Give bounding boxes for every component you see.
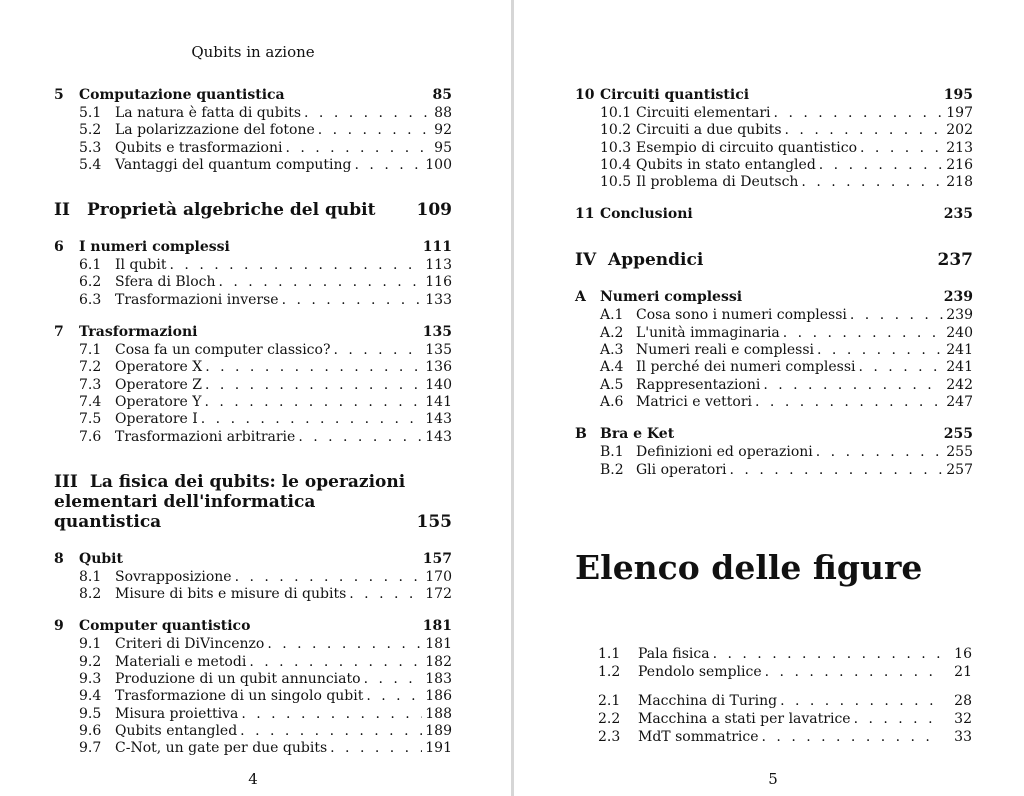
section-number: 6.2 xyxy=(79,274,102,291)
figure-number: 2.1 xyxy=(598,693,621,709)
figure-title: Macchina di Turing xyxy=(638,693,778,709)
figure-number: 2.3 xyxy=(598,729,621,745)
page-number-right: 5 xyxy=(768,770,778,788)
section-page: 181 xyxy=(425,636,452,653)
part-page: 237 xyxy=(937,250,973,271)
section-number: A.3 xyxy=(600,342,624,359)
figure-number: 2.2 xyxy=(598,711,621,727)
chapter-number: 5 xyxy=(54,87,64,103)
dot-leader xyxy=(304,105,431,122)
section-title: Misure di bits e misure di qubits xyxy=(115,586,347,603)
section-page: 136 xyxy=(425,359,452,376)
dot-leader xyxy=(219,274,423,291)
section-title: Trasformazioni inverse xyxy=(115,291,279,308)
dot-leader xyxy=(755,394,943,411)
section-page: 240 xyxy=(946,324,973,341)
section-page: 241 xyxy=(946,359,973,376)
section-title: Operatore Y xyxy=(115,393,202,410)
dot-leader xyxy=(780,692,941,710)
section-page: 197 xyxy=(946,105,973,121)
section-number: 5.2 xyxy=(79,122,102,139)
section-page: 241 xyxy=(946,342,973,359)
toc-entry xyxy=(54,586,452,603)
section-number: B.1 xyxy=(600,444,624,461)
chapter-page: 157 xyxy=(422,550,452,567)
section-page: 239 xyxy=(946,307,973,324)
toc-entry xyxy=(54,157,452,174)
chapter-page: 135 xyxy=(422,324,452,341)
figure-title: Pendolo semplice xyxy=(638,664,762,680)
toc-chapter xyxy=(575,205,973,224)
section-number: 6.1 xyxy=(79,257,102,274)
dot-leader xyxy=(205,377,422,394)
dot-leader xyxy=(249,654,422,671)
section-title: Circuiti a due qubits xyxy=(636,122,782,139)
chapter-number: 9 xyxy=(54,618,64,635)
section-title: Misura proiettiva xyxy=(115,705,239,722)
section-page: 92 xyxy=(434,122,452,139)
figure-group xyxy=(598,692,972,746)
toc-entry xyxy=(54,274,452,291)
left-toc xyxy=(54,86,452,772)
section-page: 113 xyxy=(425,257,452,274)
section-number: 9.2 xyxy=(79,653,102,670)
toc-entry xyxy=(54,636,452,653)
dot-leader xyxy=(170,257,423,274)
figure-page: 33 xyxy=(954,729,972,745)
section-page: 88 xyxy=(434,105,452,121)
section-title: Rappresentazioni xyxy=(636,376,761,393)
section-number: 8.1 xyxy=(79,568,102,585)
dot-leader xyxy=(783,325,943,342)
page-number-left: 4 xyxy=(248,770,258,788)
section-title: Operatore I xyxy=(115,411,198,428)
section-title: Il problema di Deutsch xyxy=(636,174,799,191)
toc-entry xyxy=(575,377,973,394)
dot-leader xyxy=(785,122,944,139)
chapter-number: 6 xyxy=(54,239,64,256)
figure-page: 28 xyxy=(954,693,972,709)
toc-entry xyxy=(575,325,973,342)
toc-chapter-heading xyxy=(575,86,973,105)
figure-page: 16 xyxy=(954,646,972,662)
dot-leader xyxy=(801,174,943,191)
figure-group xyxy=(598,645,972,681)
section-number: 7.5 xyxy=(79,411,102,428)
toc-part-heading xyxy=(575,250,973,270)
dot-leader xyxy=(816,444,944,461)
part-page: 109 xyxy=(416,200,452,221)
section-title: Gli operatori xyxy=(636,461,727,478)
section-page: 143 xyxy=(425,428,452,445)
toc-chapter xyxy=(54,86,452,174)
toc-entry xyxy=(54,292,452,309)
dot-leader xyxy=(240,723,422,740)
section-title: Materiali e metodi xyxy=(115,653,247,670)
chapter-page: 235 xyxy=(943,206,973,223)
toc-chapter-heading xyxy=(575,425,973,444)
section-page: 116 xyxy=(425,274,452,291)
section-page: 247 xyxy=(946,393,973,410)
section-page: 141 xyxy=(425,393,452,410)
section-page: 213 xyxy=(946,139,973,156)
figures-list-title: Elenco delle figure xyxy=(575,548,923,587)
dot-leader xyxy=(205,359,422,376)
chapter-title: I numeri complessi xyxy=(79,239,230,256)
dot-leader xyxy=(366,688,422,705)
section-title: Esempio di circuito quantistico xyxy=(636,139,858,156)
toc-entry xyxy=(54,654,452,671)
chapter-title: Bra e Ket xyxy=(600,426,675,443)
section-page: 133 xyxy=(425,291,452,308)
section-number: 9.3 xyxy=(79,671,102,688)
toc-entry xyxy=(575,157,973,174)
dot-leader xyxy=(298,429,422,446)
toc-entry xyxy=(54,377,452,394)
toc-entry xyxy=(54,671,452,688)
dot-leader xyxy=(318,122,431,139)
section-number: 7.4 xyxy=(79,393,102,410)
section-number: 9.1 xyxy=(79,636,102,653)
dot-leader xyxy=(201,411,422,428)
toc-entry xyxy=(54,140,452,157)
chapter-title: Computazione quantistica xyxy=(79,87,285,103)
section-page: 143 xyxy=(425,411,452,428)
section-title: La polarizzazione del fotone xyxy=(115,122,315,139)
toc-chapter-heading xyxy=(54,86,452,105)
section-number: A.4 xyxy=(600,359,624,376)
section-page: 95 xyxy=(434,139,452,156)
section-title: Il qubit xyxy=(115,257,167,274)
dot-leader xyxy=(854,710,941,728)
section-title: Sovrapposizione xyxy=(115,568,232,585)
toc-chapter xyxy=(575,86,973,191)
chapter-number: A xyxy=(575,289,586,306)
section-number: 9.7 xyxy=(79,740,102,757)
toc-part-heading xyxy=(54,200,452,220)
section-number: 7.6 xyxy=(79,428,102,445)
section-number: 10.3 xyxy=(600,139,632,156)
dot-leader xyxy=(765,663,941,681)
section-page: 140 xyxy=(425,376,452,393)
section-title: Cosa fa un computer classico? xyxy=(115,342,331,359)
section-title: Qubits e trasformazioni xyxy=(115,139,283,156)
toc-entry xyxy=(54,411,452,428)
section-number: 7.2 xyxy=(79,359,102,376)
section-number: 9.5 xyxy=(79,705,102,722)
toc-entry xyxy=(575,307,973,324)
toc-chapter-heading xyxy=(54,617,452,636)
section-page: 183 xyxy=(425,671,452,688)
dot-leader xyxy=(241,706,422,723)
dot-leader xyxy=(860,140,943,157)
figure-entry xyxy=(598,692,972,710)
chapter-title: Circuiti quantistici xyxy=(600,87,750,103)
section-page: 218 xyxy=(946,174,973,191)
section-page: 255 xyxy=(946,444,973,461)
chapter-title: Numeri complessi xyxy=(600,289,743,306)
section-page: 135 xyxy=(425,342,452,359)
section-number: 9.6 xyxy=(79,722,102,739)
section-page: 170 xyxy=(425,568,452,585)
section-title: Qubits in stato entangled xyxy=(636,156,816,173)
part-number: IV xyxy=(575,250,597,271)
section-title: Definizioni ed operazioni xyxy=(636,444,813,461)
section-page: 188 xyxy=(425,705,452,722)
toc-part-heading xyxy=(54,472,452,532)
section-number: 7.1 xyxy=(79,342,102,359)
chapter-title: Computer quantistico xyxy=(79,618,251,635)
section-number: 9.4 xyxy=(79,688,102,705)
chapter-number: 8 xyxy=(54,550,64,567)
section-title: Operatore X xyxy=(115,359,203,376)
dot-leader xyxy=(205,394,423,411)
section-number: 5.3 xyxy=(79,139,102,156)
dot-leader xyxy=(859,359,944,376)
section-number: A.1 xyxy=(600,307,624,324)
chapter-number: 7 xyxy=(54,324,64,341)
toc-chapter-heading xyxy=(54,238,452,257)
section-number: 10.5 xyxy=(600,174,632,191)
toc-entry xyxy=(54,688,452,705)
part-title: Appendici xyxy=(608,250,704,271)
toc-chapter-heading xyxy=(54,550,452,569)
section-page: 172 xyxy=(425,586,452,603)
chapter-number: B xyxy=(575,426,587,443)
section-title: C-Not, un gate per due qubits xyxy=(115,740,328,757)
toc-entry xyxy=(575,105,973,122)
dot-leader xyxy=(285,140,431,157)
toc-entry xyxy=(54,122,452,139)
figure-entry xyxy=(598,645,972,663)
dot-leader xyxy=(282,292,423,309)
toc-entry xyxy=(54,394,452,411)
dot-leader xyxy=(355,157,423,174)
section-number: 10.1 xyxy=(600,105,632,121)
toc-chapter-heading xyxy=(575,205,973,224)
section-title: Vantaggi del quantum computing xyxy=(115,156,352,173)
toc-entry xyxy=(54,569,452,586)
figure-number: 1.2 xyxy=(598,664,621,680)
toc-entry xyxy=(54,342,452,359)
figure-title: MdT sommatrice xyxy=(638,729,759,745)
toc-entry xyxy=(575,342,973,359)
chapter-title: Qubit xyxy=(79,550,123,567)
dot-leader xyxy=(817,342,943,359)
section-title: Produzione di un qubit annunciato xyxy=(115,671,361,688)
part-title: La fisica dei qubits: le operazioni elementari dell'informatica quantistica xyxy=(54,471,406,532)
toc-entry xyxy=(575,444,973,461)
section-page: 191 xyxy=(425,740,452,757)
part-page: 155 xyxy=(416,511,452,532)
section-page: 257 xyxy=(946,461,973,478)
section-title: Numeri reali e complessi xyxy=(636,342,815,359)
section-title: Operatore Z xyxy=(115,376,202,393)
figure-page: 32 xyxy=(954,711,972,727)
section-title: Cosa sono i numeri complessi xyxy=(636,307,847,324)
dot-leader xyxy=(713,645,941,663)
part-title: Proprietà algebriche del qubit xyxy=(87,200,376,221)
dot-leader xyxy=(267,636,422,653)
section-title: La natura è fatta di qubits xyxy=(115,105,302,121)
chapter-number: 11 xyxy=(575,206,595,223)
chapter-page: 255 xyxy=(943,426,973,443)
section-title: Trasformazione di un singolo qubit xyxy=(115,688,364,705)
dot-leader xyxy=(364,671,423,688)
section-number: B.2 xyxy=(600,461,624,478)
figures-list xyxy=(598,645,972,757)
toc-chapter xyxy=(575,288,973,411)
section-page: 216 xyxy=(946,156,973,173)
toc-chapter xyxy=(54,323,452,446)
toc-entry xyxy=(54,740,452,757)
dot-leader xyxy=(762,728,941,746)
dot-leader xyxy=(333,342,422,359)
toc-entry xyxy=(54,723,452,740)
section-page: 182 xyxy=(425,653,452,670)
chapter-title: Conclusioni xyxy=(600,206,693,223)
dot-leader xyxy=(850,307,943,324)
section-number: 8.2 xyxy=(79,586,102,603)
dot-leader xyxy=(730,462,944,479)
section-page: 242 xyxy=(946,376,973,393)
chapter-page: 195 xyxy=(943,87,973,103)
right-toc xyxy=(575,86,973,493)
chapter-page: 111 xyxy=(422,239,452,256)
part-number: II xyxy=(54,200,70,221)
dot-leader xyxy=(330,740,422,757)
figure-title: Pala fisica xyxy=(638,646,710,662)
toc-entry xyxy=(54,257,452,274)
section-title: L'unità immaginaria xyxy=(636,324,780,341)
toc-entry xyxy=(575,359,973,376)
toc-entry xyxy=(575,122,973,139)
chapter-page: 181 xyxy=(422,618,452,635)
figure-number: 1.1 xyxy=(598,646,621,662)
dot-leader xyxy=(774,105,944,122)
dot-leader xyxy=(819,157,943,174)
section-number: A.2 xyxy=(600,324,624,341)
section-number: A.6 xyxy=(600,393,624,410)
section-title: Qubits entangled xyxy=(115,722,238,739)
toc-entry xyxy=(575,394,973,411)
chapter-page: 85 xyxy=(432,87,452,103)
dot-leader xyxy=(349,586,422,603)
toc-chapter xyxy=(54,550,452,604)
section-number: 7.3 xyxy=(79,376,102,393)
section-page: 189 xyxy=(425,722,452,739)
figure-page: 21 xyxy=(954,664,972,680)
toc-entry xyxy=(54,105,452,122)
section-title: Criteri di DiVincenzo xyxy=(115,636,265,653)
section-title: Matrici e vettori xyxy=(636,393,753,410)
toc-entry xyxy=(54,706,452,723)
figure-entry xyxy=(598,710,972,728)
section-page: 100 xyxy=(425,156,452,173)
section-number: 10.4 xyxy=(600,156,632,173)
section-number: 10.2 xyxy=(600,122,632,139)
figure-title: Macchina a stati per lavatrice xyxy=(638,711,851,727)
toc-chapter-heading xyxy=(54,323,452,342)
figure-entry xyxy=(598,663,972,681)
chapter-title: Trasformazioni xyxy=(79,324,198,341)
figure-entry xyxy=(598,728,972,746)
toc-chapter xyxy=(575,425,973,479)
toc-chapter xyxy=(54,238,452,309)
toc-chapter-heading xyxy=(575,288,973,307)
section-number: 6.3 xyxy=(79,291,102,308)
toc-entry xyxy=(54,429,452,446)
toc-entry xyxy=(575,462,973,479)
dot-leader xyxy=(235,569,423,586)
section-title: Circuiti elementari xyxy=(636,105,771,121)
toc-chapter xyxy=(54,617,452,757)
section-page: 186 xyxy=(425,688,452,705)
section-number: 5.1 xyxy=(79,105,102,121)
dot-leader xyxy=(763,377,943,394)
toc-entry xyxy=(575,174,973,191)
section-title: Il perché dei numeri complessi xyxy=(636,359,856,376)
chapter-page: 239 xyxy=(943,289,973,306)
chapter-number: 10 xyxy=(575,87,595,103)
section-number: 5.4 xyxy=(79,156,102,173)
section-title: Trasformazioni arbitrarie xyxy=(115,428,296,445)
section-number: A.5 xyxy=(600,376,624,393)
right-page xyxy=(514,0,1024,796)
section-page: 202 xyxy=(946,122,973,139)
section-title: Sfera di Bloch xyxy=(115,274,216,291)
part-number: III xyxy=(54,471,78,492)
toc-entry xyxy=(54,359,452,376)
running-header: Qubits in azione xyxy=(191,43,315,61)
toc-entry xyxy=(575,140,973,157)
